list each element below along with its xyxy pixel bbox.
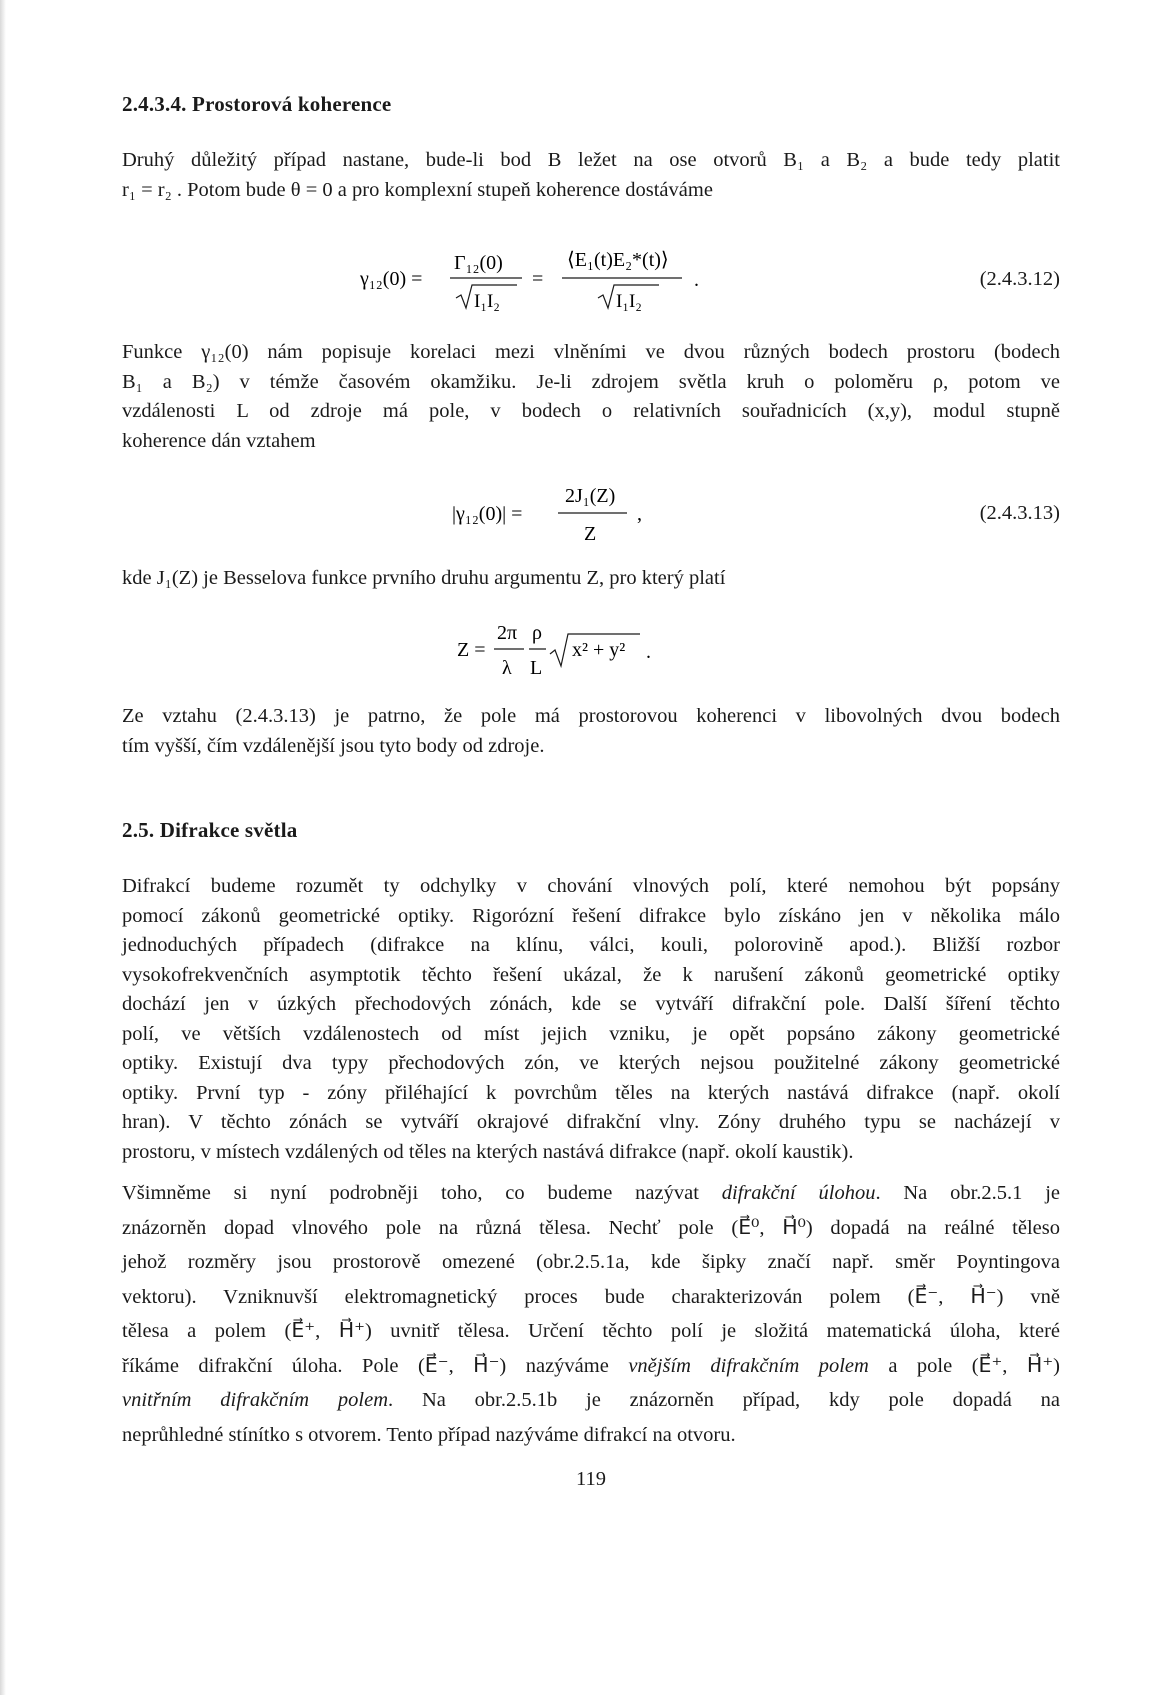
text-line: pomocí zákonů geometrické optiky. Rigorózní řešení difrakce bylo získáno jen v několika málo [122,904,1060,927]
eq12-den1: I₁I₂ [474,291,500,312]
text-line: optiky. První typ - zóny přiléhající k povrchům těles na kterých nastává difrakce (např. okolí [122,1081,1060,1104]
eqz-tail: . [646,641,651,663]
section-heading-difrakce-svetla: 2.5. Difrakce světla [122,818,298,842]
eq13-num: 2J₁(Z) [565,485,616,507]
section-heading-prostorova-koherence: 2.4.3.4. Prostorová koherence [122,92,392,116]
paragraph-bessel [122,564,1060,594]
text-line [122,1176,1060,1211]
text-span: říkáme difrakční úloha. Pole ( [122,1354,425,1377]
text-line: vysokofrekvenčních asymptotik těchto řešení ukázal, že k narušení zákonů geometrické optiky [122,963,1060,986]
eq13-lhs: |γ₁₂(0)| = [452,503,523,525]
eq12-lhs: γ₁₂(0) = [360,268,423,290]
field-symbol: E⃗⁻, H⃗⁻ [424,1354,500,1377]
text-span: . Na obr.2.5.1 je [875,1182,1060,1204]
field-symbol: E⃗⁰, H⃗⁰ [738,1216,806,1239]
text-span: ) nazýváme [499,1354,629,1377]
term-vnejsi-difrakcni-pole: vnějším difrakčním polem [628,1354,869,1377]
text-line: Druhý důležitý případ nastane, bude-li bod B ležet na ose otvorů B₁ a B₂ a bude tedy platit [122,149,1060,171]
text-span: a pole ( [868,1354,979,1377]
field-symbol: E⃗⁺, H⃗⁺ [291,1320,365,1342]
eqz-num2: ρ [532,622,542,644]
text-line: tím vyšší, čím vzdálenější jsou tyto body od zdroje. [122,734,545,757]
text-line: jednoduchých případech (difrakce na klínu, válci, kouli, polorovině apod.). Bližší rozbor [122,934,1060,956]
equation-2-4-3-12 [122,236,1060,316]
eqz-lhs: Z = [457,639,486,661]
text-line [122,1383,1060,1418]
text-line [122,1314,1060,1349]
eq12-equals: = [532,268,544,290]
term-vnitrni-difrakcni-pole: vnitřním difrakčním polem [122,1389,389,1411]
page-number: 119 [576,1468,606,1490]
text-span: ) dopadá na reálné těleso [805,1216,1060,1239]
text-line: prostoru, v místech vzdálených od těles na kterých nastává difrakce (např. okolí kaustik). [122,1140,854,1163]
eqz-num1: 2π [497,622,518,644]
text-line: jehož rozměry jsou prostorově omezené (obr.2.5.1a, kde šipky značí např. směr Poyntingova [122,1251,1060,1273]
equation-2-4-3-12-graphic [122,236,1060,316]
equation-2-4-3-13 [122,476,1060,556]
text-span: Všimněme si nyní podrobněji toho, co budeme nazývat [122,1182,722,1204]
text-span: . Na obr.2.5.1b je znázorněn případ, kdy pole dopadá na [388,1389,1061,1411]
text-line: Difrakcí budeme rozumět ty odchylky v chování vlnových polí, které nemohou být popsány [122,875,1060,897]
paragraph-difrakci [122,872,1060,1167]
equation-z [122,612,1060,692]
paragraph-ze-vztahu [122,702,1060,761]
text-span: tělesa a polem ( [122,1320,292,1342]
text-span: vektoru). Vzniknuvší elektromagnetický proces bude charakterizován polem ( [122,1285,915,1308]
text-line: hran). V těchto zónách se vytváří okrajové difrakční vlny. Zóny druhého typu se nacházejí v [122,1111,1060,1133]
eq12-tail: . [694,269,699,291]
text-line: kde J₁(Z) je Besselova funkce prvního druhu argumentu Z, pro který platí [122,567,726,589]
paragraph-funkce [122,338,1060,456]
equation-number: (2.4.3.13) [979,502,1060,524]
text-line [122,1349,1060,1384]
text-line: dochází jen v úzkých přechodových zónách, kde se vytváří difrakční pole. Další šíření těchto [122,993,1060,1015]
text-span: ) vně [996,1285,1060,1308]
eqz-den2: L [530,657,543,679]
term-difrakcni-uloha: difrakční úlohou [721,1182,876,1204]
eq12-num1: Γ₁₂(0) [454,252,503,274]
text-line: Ze vztahu (2.4.3.13) je patrno, že pole má prostorovou koherenci v libovolných dvou bodech [122,705,1060,727]
eq13-den: Z [584,523,597,545]
text-line: Funkce γ₁₂(0) nám popisuje korelaci mezi vlněními ve dvou různých bodech prostoru (bodech [122,341,1060,363]
text-line: neprůhledné stínítko s otvorem. Tento případ nazýváme difrakcí na otvoru. [122,1423,736,1446]
page [122,0,1060,1695]
eq13-tail: , [637,503,642,525]
text-span: znázorněn dopad vlnového pole na různá tělesa. Nechť pole ( [122,1216,739,1239]
paragraph-intro [122,146,1060,205]
text-line: B₁ a B₂) v témže časovém okamžiku. Je-li zdrojem světla kruh o poloměru ρ, potom ve [122,370,1060,393]
text-line: koherence dán vztahem [122,429,316,452]
text-line: optiky. Existují dva typy přechodových zón, ve kterých nejsou použitelné zákony geometrické [122,1052,1060,1074]
eqz-radicand: x² + y² [572,639,626,661]
text-line: polí, ve větších vzdálenostech od míst jejich vzniku, je opět popsáno zákony geometrické [122,1022,1060,1045]
equation-number: (2.4.3.12) [979,268,1060,290]
text-line [122,1211,1060,1246]
text-span: ) uvnitř tělesa. Určení těchto polí je složitá matematická úloha, které [364,1320,1060,1342]
field-symbol: E⃗⁺, H⃗⁺ [978,1354,1054,1377]
text-line: vzdálenosti L od zdroje má pole, v bodech o relativních souřadnicích (x,y), modul stupně [122,400,1060,422]
eqz-den1: λ [502,657,512,679]
text-span: ) [1053,1354,1060,1377]
equation-2-4-3-13-graphic [122,476,1060,556]
field-symbol: E⃗⁻, H⃗⁻ [914,1285,997,1308]
text-line [122,1280,1060,1315]
equation-z-graphic [122,612,1060,692]
paragraph-vsimneme [122,1176,1060,1452]
eq12-num2: ⟨E₁(t)E₂*(t)⟩ [567,249,669,271]
text-line: r₁ = r₂ . Potom bude θ = 0 a pro komplexní stupeň koherence dostáváme [122,178,713,201]
eq12-den2: I₁I₂ [616,291,642,312]
scan-edge [0,0,6,1695]
